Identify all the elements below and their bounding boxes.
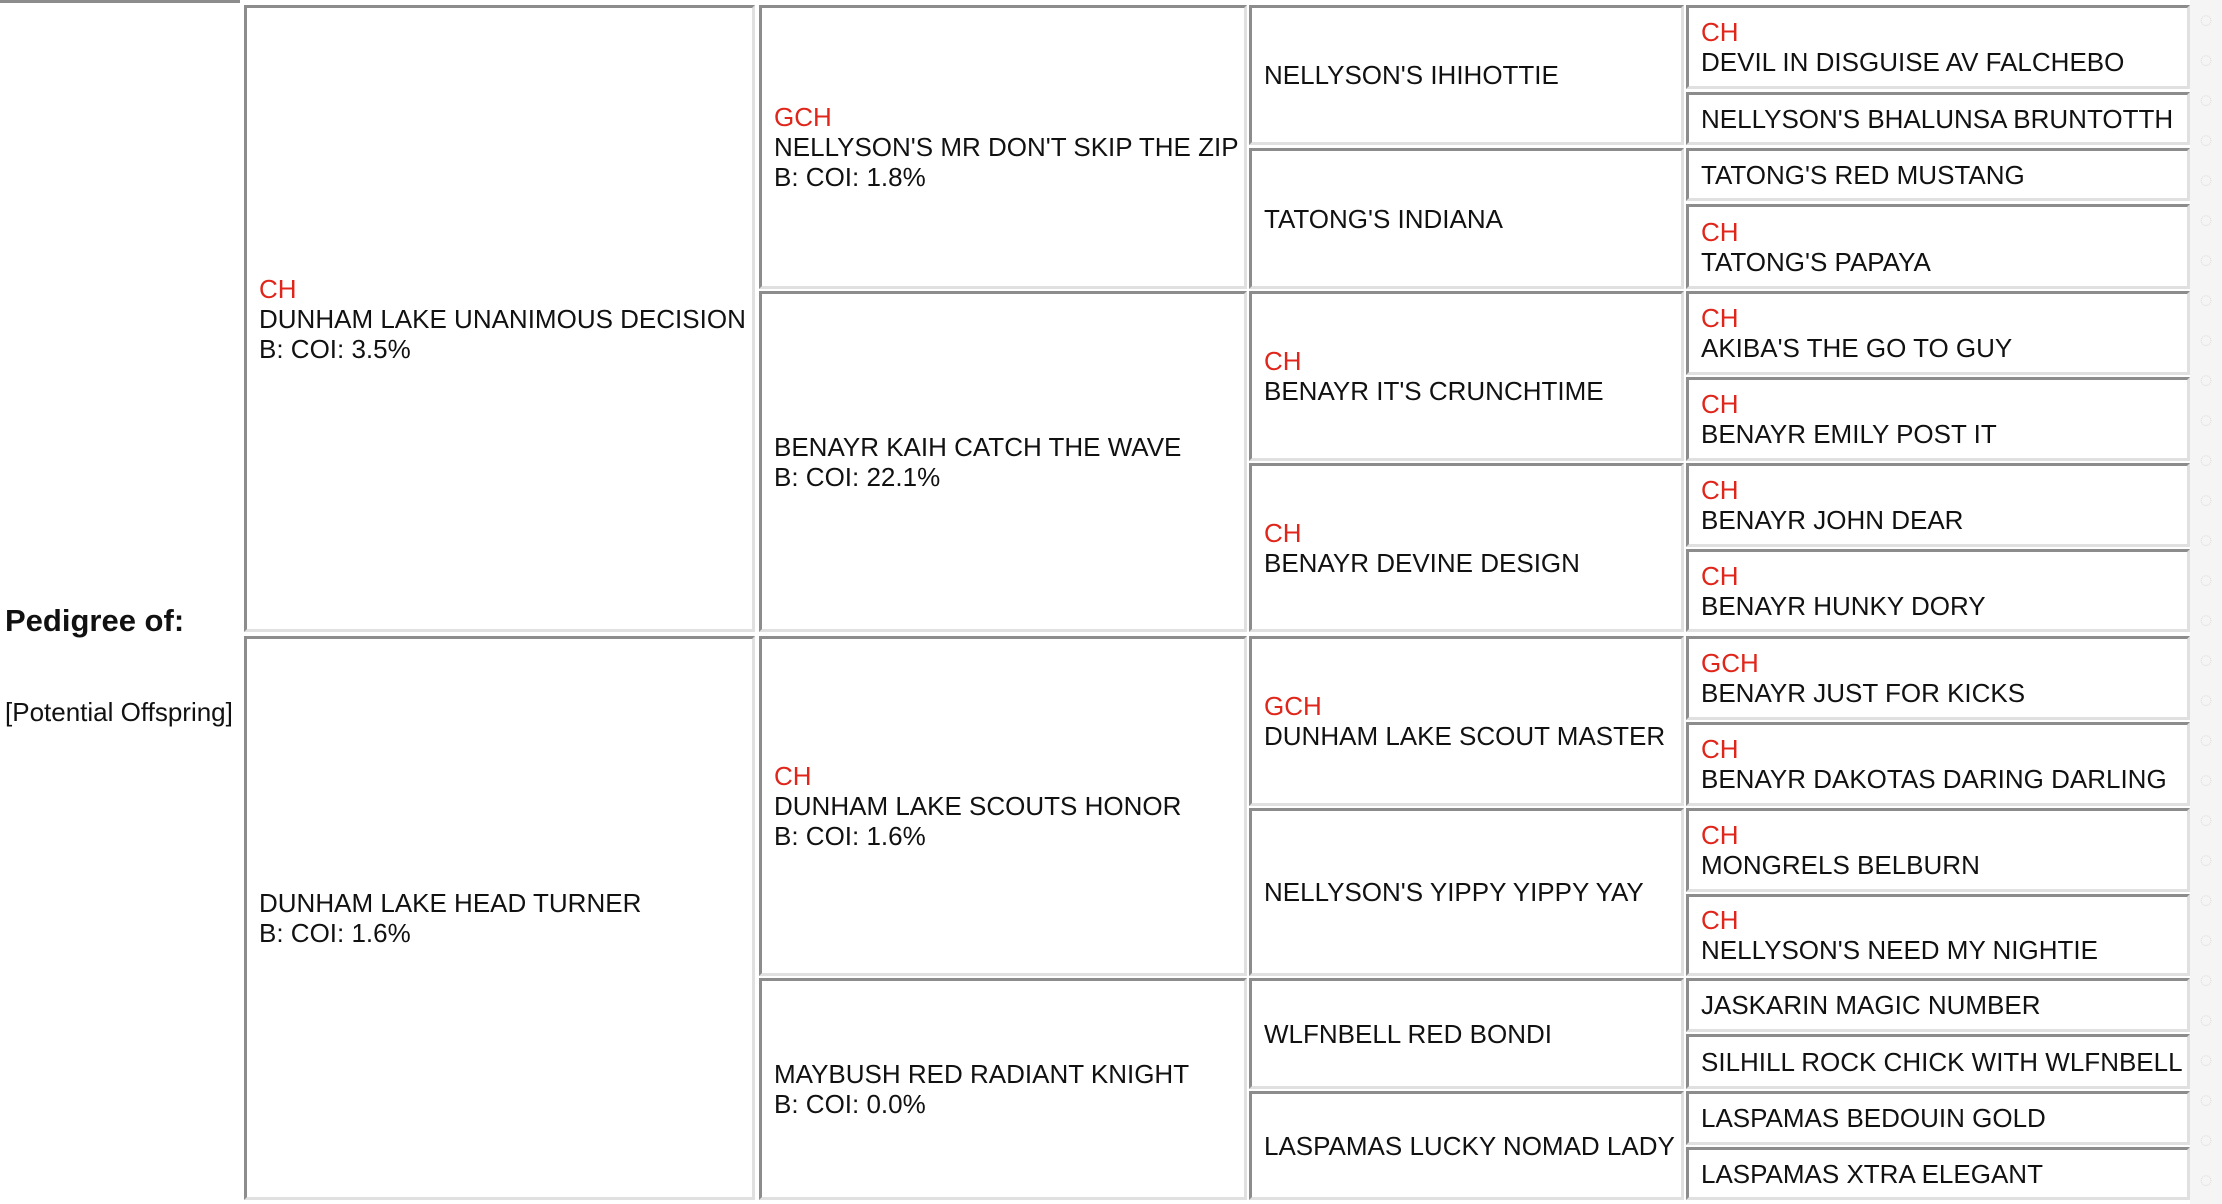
grandparent-name[interactable]: BENAYR KAIH CATCH THE WAVE	[774, 431, 1182, 462]
great-grandparent-title: CH	[1264, 517, 1302, 548]
gg-grandparent-title: CH	[1701, 475, 1739, 505]
gg-grandparent-name[interactable]: NELLYSON'S NEED MY NIGHTIE	[1701, 935, 2098, 965]
grandparent-cell	[759, 5, 1247, 289]
grandparent-title: GCH	[774, 102, 832, 132]
sire-cell	[244, 5, 755, 632]
gg-grandparent-cell	[1686, 722, 2190, 806]
gg-grandparent-name[interactable]: LASPAMAS BEDOUIN GOLD	[1701, 1103, 2046, 1133]
great-grandparent-title: CH	[1264, 346, 1302, 376]
dam-name[interactable]: DUNHAM LAKE HEAD TURNER	[259, 888, 642, 918]
great-grandparent-name[interactable]: NELLYSON'S IHIHOTTIE	[1264, 60, 1559, 90]
background-watermark: ◌ ◌ ◌ ◌ ◌ ◌ ◌ ◌ ◌ ◌ ◌ ◌ ◌ ◌ ◌ ◌ ◌ ◌ ◌ ◌ ◌ ◌ ◌ ◌ ◌ ◌ ◌ ◌ ◌ ◌	[2190, 0, 2222, 1204]
grandparent-cell	[759, 978, 1247, 1200]
gg-grandparent-name[interactable]: LASPAMAS XTRA ELEGANT	[1701, 1158, 2043, 1189]
grandparent-cell	[759, 291, 1247, 632]
gg-grandparent-cell	[1686, 148, 2190, 201]
grandparent-coi: B: COI: 0.0%	[774, 1089, 926, 1119]
great-grandparent-cell	[1249, 5, 1684, 145]
gg-grandparent-cell	[1686, 377, 2190, 461]
gg-grandparent-cell	[1686, 808, 2190, 892]
great-grandparent-name[interactable]: WLFNBELL RED BONDI	[1264, 1018, 1552, 1049]
gg-grandparent-cell	[1686, 1034, 2190, 1089]
gg-grandparent-cell	[1686, 636, 2190, 720]
gg-grandparent-cell	[1686, 549, 2190, 632]
gg-grandparent-cell	[1686, 92, 2190, 145]
gg-grandparent-name[interactable]: BENAYR JOHN DEAR	[1701, 505, 1964, 535]
gg-grandparent-title: CH	[1701, 560, 1739, 591]
gg-grandparent-title: GCH	[1701, 648, 1759, 678]
gg-grandparent-cell	[1686, 1147, 2190, 1200]
great-grandparent-name[interactable]: BENAYR DEVINE DESIGN	[1264, 547, 1580, 578]
gg-grandparent-cell	[1686, 463, 2190, 547]
great-grandparent-name[interactable]: BENAYR IT'S CRUNCHTIME	[1264, 376, 1604, 406]
gg-grandparent-name[interactable]: JASKARIN MAGIC NUMBER	[1701, 990, 2041, 1020]
gg-grandparent-title: CH	[1701, 734, 1739, 764]
gg-grandparent-title: CH	[1701, 389, 1739, 419]
grandparent-coi: B: COI: 1.6%	[774, 821, 926, 851]
pedigree-heading: Pedigree of:	[5, 603, 185, 638]
gg-grandparent-cell	[1686, 204, 2190, 289]
great-grandparent-cell	[1249, 463, 1684, 632]
grandparent-name[interactable]: DUNHAM LAKE SCOUTS HONOR	[774, 791, 1182, 821]
gg-grandparent-cell	[1686, 978, 2190, 1032]
gg-grandparent-name[interactable]: BENAYR HUNKY DORY	[1701, 590, 1986, 621]
grandparent-name[interactable]: NELLYSON'S MR DON'T SKIP THE ZIP	[774, 132, 1239, 162]
great-grandparent-cell	[1249, 808, 1684, 976]
gg-grandparent-name[interactable]: NELLYSON'S BHALUNSA BRUNTOTTH	[1701, 103, 2174, 134]
gg-grandparent-cell	[1686, 291, 2190, 375]
great-grandparent-cell	[1249, 291, 1684, 461]
gg-grandparent-cell	[1686, 1091, 2190, 1145]
great-grandparent-name[interactable]: TATONG'S INDIANA	[1264, 203, 1503, 234]
gg-grandparent-cell	[1686, 5, 2190, 89]
gg-grandparent-name[interactable]: AKIBA'S THE GO TO GUY	[1701, 333, 2013, 363]
grandparent-title: CH	[774, 761, 812, 791]
gg-grandparent-title: CH	[1701, 216, 1739, 247]
grandparent-coi: B: COI: 1.8%	[774, 162, 926, 192]
pedigree-subject-cell	[0, 0, 240, 1204]
gg-grandparent-name[interactable]: BENAYR EMILY POST IT	[1701, 419, 1997, 449]
gg-grandparent-title: CH	[1701, 820, 1739, 850]
dam-cell	[244, 636, 755, 1200]
gg-grandparent-cell	[1686, 894, 2190, 976]
gg-grandparent-name[interactable]: DEVIL IN DISGUISE AV FALCHEBO	[1701, 47, 2125, 77]
offspring-name: [Potential Offspring]	[5, 697, 233, 727]
sire-name[interactable]: DUNHAM LAKE UNANIMOUS DECISION	[259, 303, 746, 334]
gg-grandparent-title: CH	[1701, 905, 1739, 935]
sire-coi: B: COI: 3.5%	[259, 333, 411, 364]
gg-grandparent-title: CH	[1701, 17, 1739, 47]
gg-grandparent-title: CH	[1701, 303, 1739, 333]
gg-grandparent-name[interactable]: SILHILL ROCK CHICK WITH WLFNBELL	[1701, 1046, 2183, 1077]
grandparent-cell	[759, 636, 1247, 976]
gg-grandparent-name[interactable]: BENAYR JUST FOR KICKS	[1701, 678, 2026, 708]
great-grandparent-cell	[1249, 148, 1684, 289]
grandparent-coi: B: COI: 22.1%	[774, 461, 941, 492]
gg-grandparent-name[interactable]: BENAYR DAKOTAS DARING DARLING	[1701, 764, 2167, 794]
gg-grandparent-name[interactable]: TATONG'S RED MUSTANG	[1701, 159, 2025, 190]
great-grandparent-cell	[1249, 978, 1684, 1089]
gg-grandparent-name[interactable]: TATONG'S PAPAYA	[1701, 246, 1931, 277]
gg-grandparent-name[interactable]: MONGRELS BELBURN	[1701, 850, 1980, 880]
sire-title: CH	[259, 273, 297, 304]
great-grandparent-cell	[1249, 1091, 1684, 1200]
great-grandparent-name[interactable]: NELLYSON'S YIPPY YIPPY YAY	[1264, 877, 1644, 907]
great-grandparent-name[interactable]: LASPAMAS LUCKY NOMAD LADY	[1264, 1130, 1675, 1161]
grandparent-name[interactable]: MAYBUSH RED RADIANT KNIGHT	[774, 1059, 1190, 1089]
great-grandparent-cell	[1249, 636, 1684, 806]
dam-coi: B: COI: 1.6%	[259, 918, 411, 948]
great-grandparent-name[interactable]: DUNHAM LAKE SCOUT MASTER	[1264, 721, 1666, 751]
great-grandparent-title: GCH	[1264, 691, 1322, 721]
